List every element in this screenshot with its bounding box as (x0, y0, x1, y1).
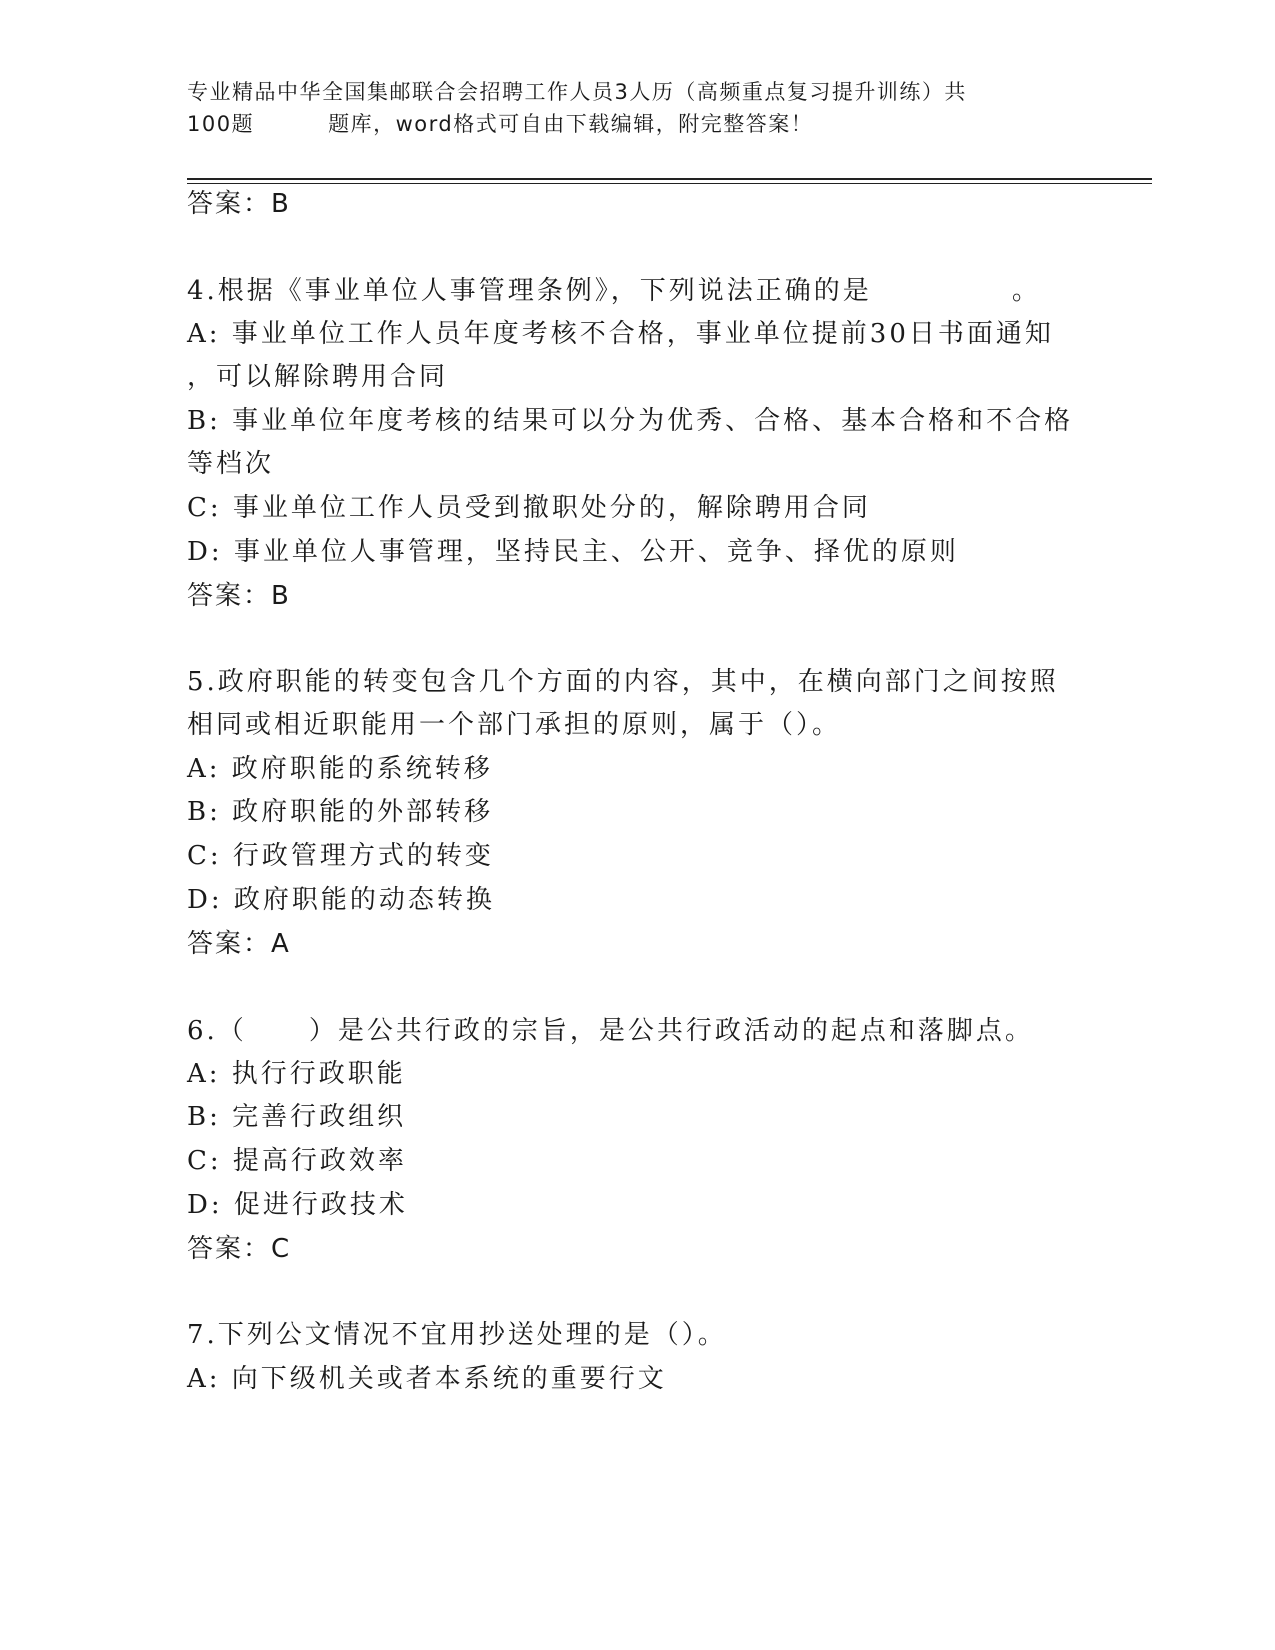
question-4-text: 4.根据《事业单位人事管理条例》，下列说法正确的是 (187, 276, 872, 306)
answer-q3: 答案：B (187, 189, 291, 219)
answer-q5: 答案：A (187, 929, 291, 959)
question-4-option-a: A: 事业单位工作人员年度考核不合格，事业单位提前30日书面通知 (187, 319, 1054, 349)
question-4-option-c: C: 事业单位工作人员受到撤职处分的，解除聘用合同 (187, 493, 871, 523)
question-4-option-d: D: 事业单位人事管理，坚持民主、公开、竞争、择优的原则 (187, 537, 959, 567)
question-4-end: 。 (1011, 276, 1041, 306)
question-6-option-a: A: 执行行政职能 (187, 1059, 406, 1089)
question-4-stem (187, 273, 1041, 309)
question-5-option-c: C: 行政管理方式的转变 (187, 841, 494, 871)
question-5-option-d: D: 政府职能的动态转换 (187, 885, 495, 915)
question-5-option-a: A: 政府职能的系统转移 (187, 754, 493, 784)
header-line-1: 专业精品中华全国集邮联合会招聘工作人员3人历（高频重点复习提升训练）共 (187, 80, 967, 104)
header-rule-thick (187, 178, 1152, 180)
header-question-count: 100题 (187, 112, 255, 136)
question-5-stem-1: 5.政府职能的转变包含几个方面的内容，其中，在横向部门之间按照 (187, 667, 1059, 697)
question-6-option-d: D: 促进行政技术 (187, 1190, 408, 1220)
question-5-option-b: B: 政府职能的外部转移 (187, 797, 494, 827)
page-header (187, 76, 1067, 140)
question-6-stem (187, 1013, 1034, 1049)
question-6-option-c: C: 提高行政效率 (187, 1146, 407, 1176)
question-7-stem: 7.下列公文情况不宜用抄送处理的是（）。 (187, 1320, 727, 1350)
header-rule-thin (187, 183, 1152, 184)
question-4-option-b: B: 事业单位年度考核的结果可以分为优秀、合格、基本合格和不合格 (187, 406, 1074, 436)
question-6-open: 6.（ (187, 1016, 247, 1046)
header-description: 题库，word格式可自由下载编辑，附完整答案！ (328, 112, 814, 136)
question-4-option-b-cont: 等档次 (187, 449, 275, 479)
question-6-text: ）是公共行政的宗旨，是公共行政活动的起点和落脚点。 (308, 1016, 1034, 1046)
header-line-2 (187, 108, 1067, 140)
question-5-stem-2: 相同或相近职能用一个部门承担的原则，属于（）。 (187, 710, 842, 740)
question-7-option-a: A: 向下级机关或者本系统的重要行文 (187, 1364, 667, 1394)
answer-q4: 答案：B (187, 581, 291, 611)
answer-q6: 答案：C (187, 1234, 292, 1264)
question-6-option-b: B: 完善行政组织 (187, 1102, 407, 1132)
question-4-option-a-cont: ，可以解除聘用合同 (187, 362, 449, 392)
